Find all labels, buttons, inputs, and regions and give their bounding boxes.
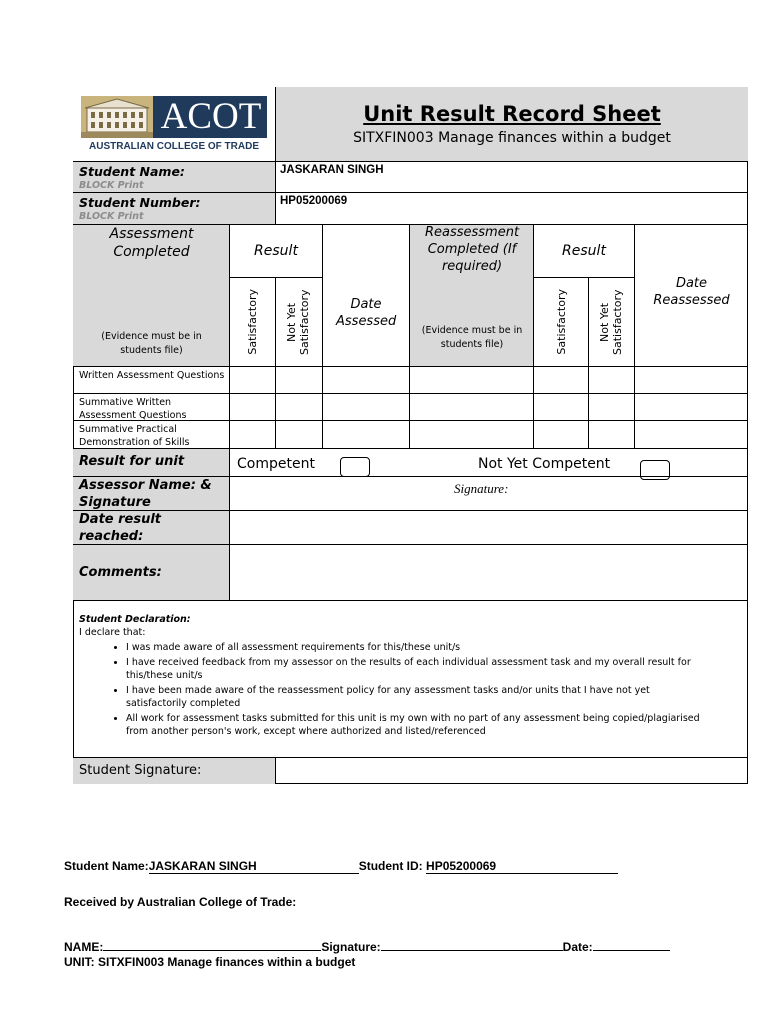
satisfactory-label: Satisfactory (246, 289, 259, 355)
task-cell[interactable] (534, 394, 589, 421)
task-row-label: Written Assessment Questions (73, 367, 230, 394)
student-name-label-cell (73, 162, 276, 193)
title-cell (276, 87, 748, 162)
logo-subtitle: AUSTRALIAN COLLEGE OF TRADE (89, 141, 259, 152)
not-yet-satisfactory-header-2 (589, 278, 635, 367)
footer-student-id-label: Student ID: (358, 859, 423, 873)
student-name-value[interactable]: JASKARAN SINGH (276, 162, 748, 193)
declaration-title: Student Declaration: (79, 614, 191, 625)
footer-student-name-value[interactable] (149, 859, 359, 874)
student-number-label-cell (73, 193, 276, 225)
reassessment-completed-title: Reassessment Completed (If required) (424, 225, 520, 274)
result-header: Result (230, 225, 323, 278)
task-cell[interactable] (323, 421, 410, 449)
task-cell[interactable] (589, 394, 635, 421)
footer-name-label: NAME: (64, 940, 104, 954)
student-number-value[interactable]: HP05200069 (276, 193, 748, 225)
date-reassessed-label: Date Reassessed (653, 275, 730, 308)
not-yet-competent-label: Not Yet Competent (478, 456, 611, 472)
student-signature-input[interactable] (276, 758, 748, 784)
date-assessed-label: Date Assessed (336, 296, 397, 329)
result-for-unit-cell (230, 449, 748, 477)
task-cell[interactable] (276, 421, 323, 449)
unit-subtitle: SITXFIN003 Manage finances within a budget (353, 129, 671, 146)
task-cell[interactable] (635, 421, 748, 449)
received-by-label: Received by Australian College of Trade: (64, 895, 297, 909)
competent-checkbox[interactable] (340, 457, 370, 477)
signature-label: Signature: (454, 481, 509, 496)
footer-student-name-text: JASKARAN SINGH (148, 859, 257, 873)
result-for-unit-label: Result for unit (73, 449, 230, 477)
footer-signature-input[interactable] (381, 936, 563, 951)
satisfactory-label-2: Satisfactory (554, 289, 568, 355)
task-cell[interactable] (410, 367, 534, 394)
task-cell[interactable] (635, 367, 748, 394)
footer-receiver-line (64, 936, 704, 954)
task-cell[interactable] (323, 394, 410, 421)
footer-student-id-text: HP05200069 (426, 859, 497, 873)
declaration-item: • I was made aware of all assessment requirements for this/these unit/s (126, 641, 706, 654)
task-cell[interactable] (276, 367, 323, 394)
declaration-list (79, 641, 706, 738)
college-building-icon (81, 96, 153, 138)
comments-input[interactable] (230, 545, 748, 601)
task-cell[interactable] (534, 421, 589, 449)
student-name-label: Student Name: (79, 164, 185, 179)
task-cell[interactable] (230, 394, 276, 421)
declaration-item: • I have been made aware of the reassessment policy for any assessment tasks and/or units that I have not yet satisfactorily completed (126, 684, 706, 710)
task-cell[interactable] (534, 367, 589, 394)
task-cell[interactable] (230, 421, 276, 449)
block-print-hint: BLOCK Print (79, 180, 144, 191)
declaration-intro: I declare that: (79, 627, 146, 638)
not-yet-satisfactory-header (276, 278, 323, 367)
block-print-hint: BLOCK Print (79, 211, 144, 222)
student-number-label: Student Number: (79, 195, 201, 210)
footer-unit-line: UNIT: SITXFIN003 Manage finances within a budget (64, 955, 356, 969)
task-cell[interactable] (635, 394, 748, 421)
footer-student-line (64, 859, 714, 877)
satisfactory-header (230, 278, 276, 367)
assessment-completed-header (73, 225, 230, 367)
assessor-label: Assessor Name: & Signature (73, 477, 230, 511)
not-yet-satisfactory-label: Not Yet Satisfactory (285, 289, 311, 355)
evidence-note-2: (Evidence must be in students file) (421, 325, 523, 350)
student-declaration (73, 601, 748, 758)
declaration-item: • I have received feedback from my assessor on the results of each individual assessment task and my overall result for this/these unit/s (126, 656, 706, 682)
evidence-note: (Evidence must be in students file) (101, 331, 202, 356)
result-header-2: Result (534, 225, 635, 278)
logo-cell (73, 87, 276, 162)
acot-logo (81, 96, 267, 138)
not-yet-satisfactory-label-2: Not Yet Satisfactory (597, 289, 624, 355)
date-reassessed-header (635, 225, 748, 367)
footer-date-input[interactable] (593, 936, 670, 951)
declaration-item: • All work for assessment tasks submitted for this unit is my own with no part of any assessment being copied/plagiarised from another person's work, except where authorized and listed/referenced (126, 712, 706, 738)
date-result-input[interactable] (230, 511, 748, 545)
footer-name-input[interactable] (103, 936, 321, 951)
logo-text: ACOT (160, 96, 262, 137)
footer-signature-label: Signature: (321, 940, 381, 954)
comments-label: Comments: (73, 545, 230, 601)
satisfactory-header-2 (534, 278, 589, 367)
date-assessed-header (323, 225, 410, 367)
footer-student-id-value[interactable] (426, 859, 618, 874)
page-title: Unit Result Record Sheet (363, 101, 661, 126)
student-signature-label: Student Signature: (73, 758, 276, 784)
footer-student-name-label: Student Name: (64, 859, 149, 873)
footer-date-label: Date: (562, 940, 593, 954)
reassessment-completed-header (410, 225, 534, 367)
task-row-label: Summative Practical Demonstration of Skills (73, 421, 230, 449)
task-row-label: Summative Written Assessment Questions (73, 394, 230, 421)
task-cell[interactable] (230, 367, 276, 394)
task-cell[interactable] (276, 394, 323, 421)
task-cell[interactable] (410, 421, 534, 449)
assessment-completed-title: Assessment Completed (109, 226, 194, 260)
date-result-label: Date result reached: (73, 511, 230, 545)
task-cell[interactable] (323, 367, 410, 394)
competent-label: Competent (237, 456, 315, 472)
task-cell[interactable] (410, 394, 534, 421)
task-cell[interactable] (589, 421, 635, 449)
task-cell[interactable] (589, 367, 635, 394)
assessor-signature-cell[interactable] (230, 477, 748, 511)
